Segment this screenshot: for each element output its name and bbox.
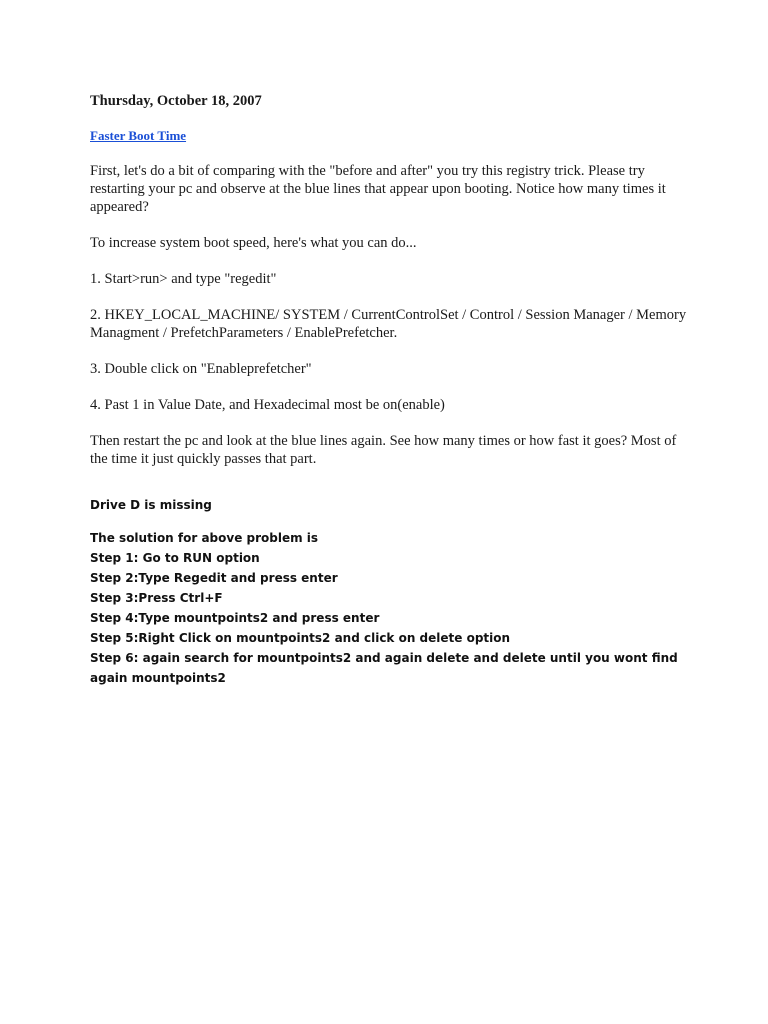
paragraph-intro: First, let's do a bit of comparing with the "before and after" you try this registry trick. Please try restarting your pc and observe at the blue lines that appear upon booting. Notice how many times it appeared?	[90, 163, 666, 215]
drive-step-4: Step 4:Type mountpoints2 and press enter	[90, 611, 380, 625]
paragraph-step-3: 3. Double click on "Enableprefetcher"	[90, 361, 312, 377]
paragraph-step-2: 2. HKEY_LOCAL_MACHINE/ SYSTEM / CurrentControlSet / Control / Session Manager / Memory Managment / PrefetchParameters / EnablePrefetcher.	[90, 307, 687, 341]
drive-step-5: Step 5:Right Click on mountpoints2 and click on delete option	[90, 631, 511, 645]
paragraph-step-4: 4. Past 1 in Value Date, and Hexadecimal most be on(enable)	[90, 397, 445, 413]
drive-step-6: Step 6: again search for mountpoints2 and again delete and delete until you wont find again mountpoints2	[90, 651, 678, 685]
drive-step-3: Step 3:Press Ctrl+F	[90, 591, 223, 605]
drive-step-1: Step 1: Go to RUN option	[90, 551, 260, 565]
blog-post	[90, 92, 690, 468]
document-page	[90, 92, 690, 688]
drive-d-heading: Drive D is missing	[90, 498, 212, 512]
drive-step-2: Step 2:Type Regedit and press enter	[90, 571, 338, 585]
drive-d-section	[90, 498, 690, 688]
paragraph-step-1: 1. Start>run> and type "regedit"	[90, 271, 277, 287]
paragraph-increase-speed: To increase system boot speed, here's what you can do...	[90, 235, 417, 251]
post-title-link[interactable]: Faster Boot Time	[90, 128, 187, 143]
solution-intro: The solution for above problem is	[90, 531, 319, 545]
paragraph-restart: Then restart the pc and look at the blue lines again. See how many times or how fast it goes? Most of the time it just quickly passes that part.	[90, 433, 677, 467]
post-date: Thursday, October 18, 2007	[90, 93, 262, 109]
